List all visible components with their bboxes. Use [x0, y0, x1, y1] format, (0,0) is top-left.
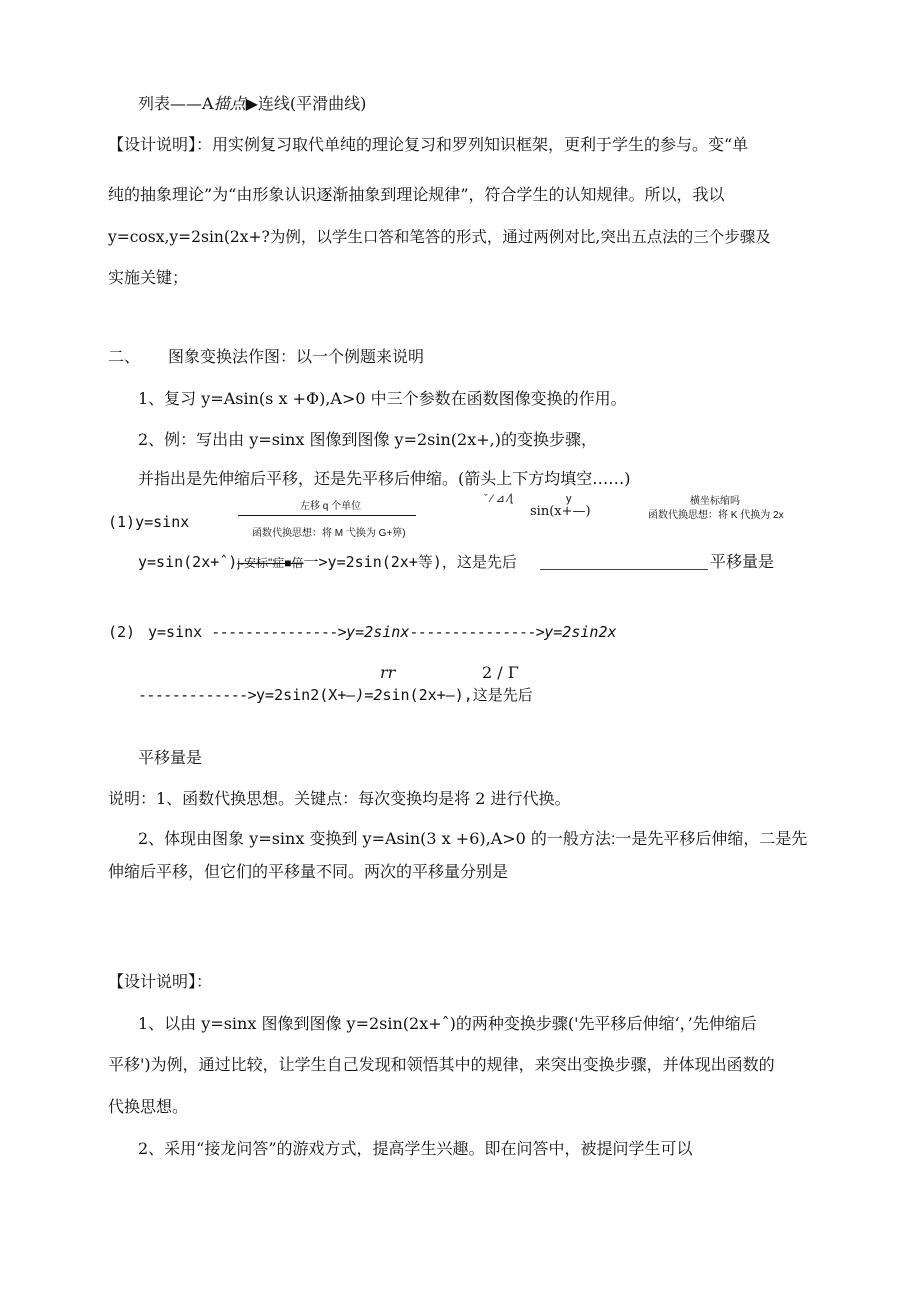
design-note-2-p1-line-1: 1、以由 y=sinx 图像到图像 y=2sin(2x+ˆ)的两种变换步骤('先平移后伸缩‘，’先伸缩后 — [138, 1014, 757, 1033]
design-note-1-line-2: 纯的抽象理论”为“由形象认识逐渐抽象到理论规律”，符合学生的认知规律。所以，我以 — [108, 185, 725, 204]
ex1-line2-start: y=sin(2x+ˆ) — [138, 553, 238, 571]
ex2-line1 — [148, 622, 617, 642]
ex2-dashes-3: -------------> — [138, 686, 257, 704]
ex1-arrow1-line — [238, 515, 416, 516]
design-note-2-title: 【设计说明】： — [108, 972, 213, 991]
ex2-dashes-2: ---------------> — [409, 623, 545, 641]
ex1-line2 — [138, 552, 517, 572]
design-note-1-line-1: 【设计说明】：用实例复习取代单纯的理论复习和罗列知识框架，更利于学生的参与。变“单 — [108, 135, 749, 154]
ex1-line2-arrow: 一> — [303, 553, 328, 571]
ex2-mid-1: y=2sin — [346, 623, 401, 641]
note-2-part-b: 一是先平移后伸缩，二是先 — [615, 829, 808, 848]
ex1-line2-end: y=2sin(2x+等)，这是先后 — [327, 553, 517, 571]
ex1-arrow2-top: 横坐标缩吗 — [690, 496, 740, 507]
ex2-dashes-1: ---------------> — [211, 623, 347, 641]
note-2-line-1: 2、体现由图象 y=sinx 变换到 y=Asin(3 x +6),A>0 的一般方法:一是先平移后伸缩，二是先 — [138, 829, 808, 848]
steps-line — [138, 94, 366, 114]
ex1-mid-y: y — [566, 493, 572, 505]
ex1-mid-expr: sin(x+—) — [530, 504, 591, 519]
ex2-end: y=2sin — [544, 623, 599, 641]
ex1-mid-marks: ˇ ⁄ ⊿ ∕⌊ — [484, 493, 515, 505]
note-1: 说明：1、函数代换思想。关键点：每次变换均是将 2 进行代换。 — [108, 789, 571, 808]
ex2-expr: y=sinx — [148, 623, 203, 641]
steps-tail: ▶连线(平滑曲线) — [245, 94, 367, 113]
ex2-line3-d: sin(2x+—),这是先后 — [382, 686, 533, 704]
steps-text: 列表——A — [138, 94, 214, 113]
section-number: 二、 — [108, 347, 141, 366]
ex2-mid-1-x: x — [400, 623, 410, 641]
note-2-line-2: 伸缩后平移，但它们的平移量不同。两次的平移量分别是 — [108, 862, 509, 881]
ex1-arrow1-top: 左移 q 个单位 — [300, 501, 362, 512]
note-2-part-a: 2、体现由图象 y=sinx 变换到 y=Asin(3 x +6),A>0 的一般方法 — [138, 829, 611, 848]
ex1-label: (1)y=sinx — [108, 513, 190, 531]
item-1: 1、复习 y=Asin(s x +Φ),A>0 中三个参数在函数图像变换的作用。 — [138, 389, 627, 408]
ex1-shift-label: 平移量是 — [710, 552, 775, 571]
ex1-arrow2-bottom: 函数代换思想：将 K 代换为 2x — [648, 510, 784, 521]
ex2-line3-c: =2 — [364, 686, 383, 704]
ex2-label: (2) — [108, 623, 136, 641]
section-title: 图象变换法作图：以一个例题来说明 — [168, 347, 425, 366]
ex2-line3-a: y=2sin2(X — [256, 686, 338, 704]
steps-italic: 描点 — [213, 94, 246, 113]
ex2-line3-b: +—) — [337, 686, 365, 704]
ex2-shift-label: 平移量是 — [138, 748, 203, 767]
design-note-1-line-3: y=cosx,y=2sin(2x+?为例，以学生口答和笔答的形式，通过两例对比,突出五点法的三个步骤及 — [108, 228, 771, 246]
design-note-2-p2: 2、采用“接龙问答”的游戏方式，提高学生兴趣。即在问答中，被提问学生可以 — [138, 1139, 693, 1158]
ex2-frac-top-right: 2 / Γ — [482, 663, 519, 682]
design-note-1-line-4: 实施关键； — [108, 268, 189, 287]
ex1-arrow1-bottom: 函数代换思想：将 M 弋换为 G+箅) — [252, 528, 406, 539]
ex2-line3 — [138, 685, 533, 705]
ex1-line2-strike: j-安标"症■倍 — [237, 556, 304, 570]
ex2-end-2x: 2x — [598, 623, 617, 641]
item-2-note: 并指出是先伸缩后平移，还是先平移后伸缩。(箭头上下方均填空……) — [138, 469, 631, 488]
item-2: 2、例：写出由 y=sinx 图像到图像 y=2sin(2x+,)的变换步骤， — [138, 430, 597, 449]
design-note-2-p1-line-3: 代换思想。 — [108, 1097, 189, 1116]
design-note-2-p1-line-2: 平移')为例，通过比较，让学生自己发现和领悟其中的规律，来突出变换步骤，并体现出函数的 — [108, 1055, 775, 1074]
ex2-frac-top-left: rr — [380, 663, 396, 682]
ex1-blank[interactable] — [540, 569, 708, 570]
